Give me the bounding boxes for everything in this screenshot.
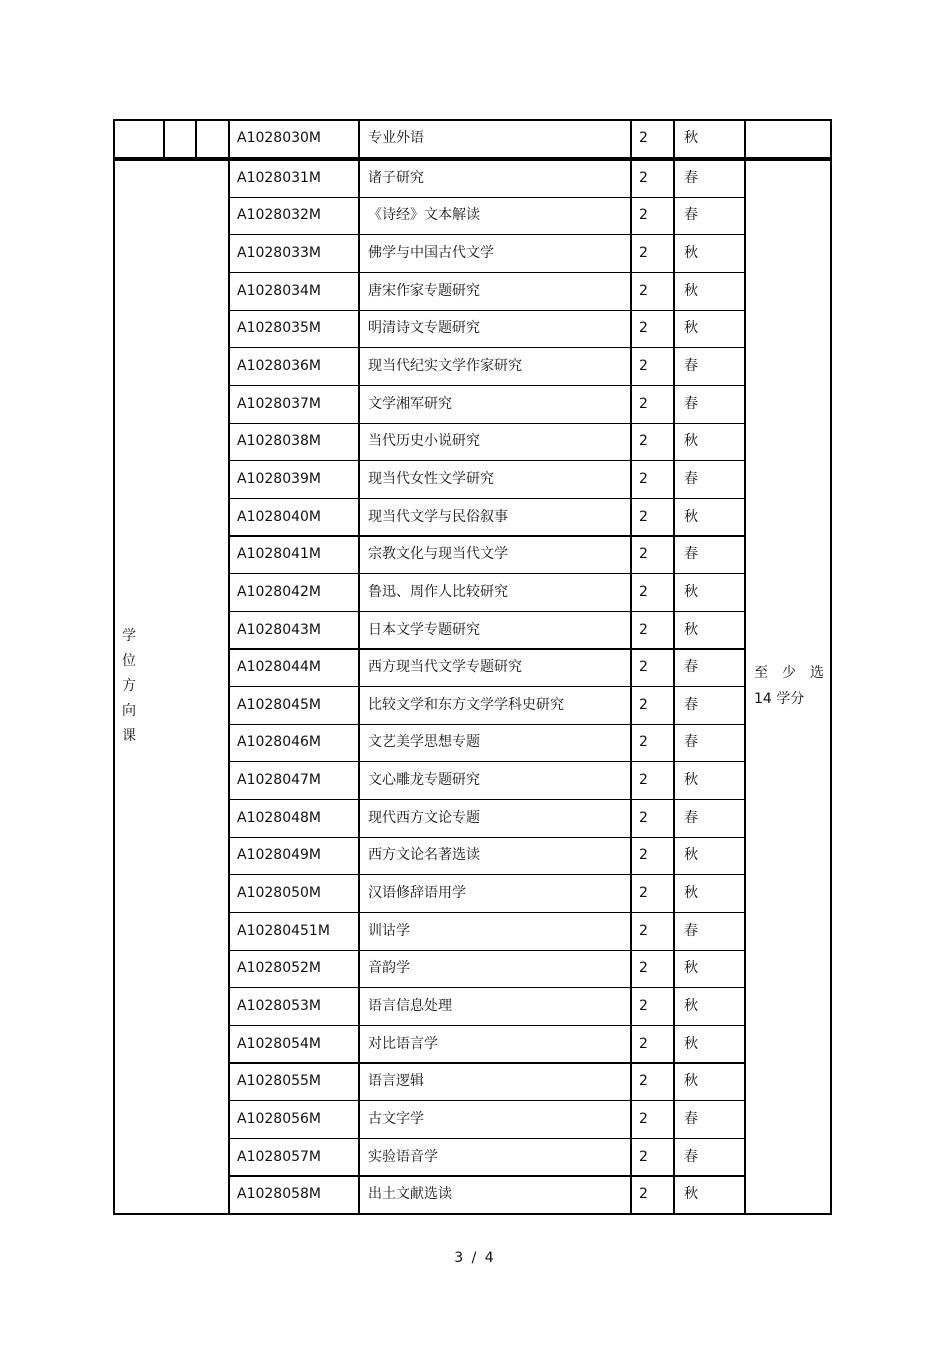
course-semester: 春 <box>684 659 698 676</box>
category-char: 学 <box>122 628 136 644</box>
course-semester: 秋 <box>684 433 698 450</box>
grid-line <box>830 119 832 157</box>
course-code: A10280451M <box>237 922 330 939</box>
requirement-line: 14 学分 <box>754 691 805 707</box>
course-credits: 2 <box>639 358 648 375</box>
course-credits: 2 <box>639 659 648 676</box>
course-credits: 2 <box>639 282 648 299</box>
course-semester: 春 <box>684 546 698 563</box>
course-semester: 春 <box>684 395 698 412</box>
course-code: A1028031M <box>237 169 322 186</box>
course-credits: 2 <box>639 960 648 977</box>
course-semester: 秋 <box>684 621 698 638</box>
course-semester: 春 <box>684 734 698 751</box>
grid-line <box>358 119 360 157</box>
course-credits: 2 <box>639 772 648 789</box>
course-credits: 2 <box>639 546 648 563</box>
course-credits: 2 <box>639 433 648 450</box>
course-credits: 2 <box>639 1110 648 1127</box>
grid-line <box>744 119 746 157</box>
course-semester: 秋 <box>684 1186 698 1203</box>
course-name: 西方现当代文学专题研究 <box>368 659 522 676</box>
category-label <box>122 624 142 749</box>
course-code: A1028049M <box>237 847 322 864</box>
course-name: 音韵学 <box>368 960 410 977</box>
top-row-credits: 2 <box>639 130 648 146</box>
grid-line <box>744 159 746 1213</box>
course-code: A1028042M <box>237 583 322 600</box>
course-semester: 秋 <box>684 997 698 1014</box>
category-char: 方 <box>122 678 136 694</box>
course-semester: 秋 <box>684 847 698 864</box>
left-border <box>113 159 115 1213</box>
course-credits: 2 <box>639 922 648 939</box>
course-code: A1028037M <box>237 395 322 412</box>
course-semester: 秋 <box>684 1073 698 1090</box>
course-credits: 2 <box>639 470 648 487</box>
course-name: 文艺美学思想专题 <box>368 734 480 751</box>
top-row-code: A1028030M <box>237 130 322 146</box>
course-name: 鲁迅、周作人比较研究 <box>368 583 508 600</box>
course-name: 语言逻辑 <box>368 1073 424 1090</box>
course-credits: 2 <box>639 1073 648 1090</box>
course-name: 出土文献选读 <box>368 1186 452 1203</box>
course-name: 现当代文学与民俗叙事 <box>368 508 508 525</box>
course-semester: 秋 <box>684 885 698 902</box>
course-semester: 秋 <box>684 508 698 525</box>
course-name: 现当代女性文学研究 <box>368 470 494 487</box>
course-credits: 2 <box>639 621 648 638</box>
course-semester: 秋 <box>684 583 698 600</box>
course-code: A1028047M <box>237 772 322 789</box>
course-credits: 2 <box>639 1186 648 1203</box>
course-credits: 2 <box>639 847 648 864</box>
course-name: 诸子研究 <box>368 169 424 186</box>
course-code: A1028057M <box>237 1148 322 1165</box>
course-credits: 2 <box>639 583 648 600</box>
course-semester: 春 <box>684 169 698 186</box>
course-code: A1028048M <box>237 809 322 826</box>
course-code: A1028046M <box>237 734 322 751</box>
course-semester: 春 <box>684 470 698 487</box>
bottom-border <box>113 1213 832 1215</box>
course-credits: 2 <box>639 1148 648 1165</box>
course-semester: 秋 <box>684 320 698 337</box>
course-code: A1028044M <box>237 659 322 676</box>
grid-line <box>163 119 165 157</box>
course-name: 西方文论名著选读 <box>368 847 480 864</box>
course-name: 比较文学和东方文学学科史研究 <box>368 696 564 713</box>
course-code: A1028056M <box>237 1110 322 1127</box>
course-credits: 2 <box>639 1035 648 1052</box>
course-credits: 2 <box>639 207 648 224</box>
course-name: 对比语言学 <box>368 1035 438 1052</box>
right-border <box>830 159 832 1213</box>
course-credits: 2 <box>639 245 648 262</box>
course-credits: 2 <box>639 320 648 337</box>
grid-line <box>195 119 197 157</box>
course-name: 唐宋作家专题研究 <box>368 282 480 299</box>
course-credits: 2 <box>639 169 648 186</box>
grid-line <box>673 119 675 157</box>
course-name: 宗教文化与现当代文学 <box>368 546 508 563</box>
course-credits: 2 <box>639 696 648 713</box>
course-code: A1028054M <box>237 1035 322 1052</box>
course-credits: 2 <box>639 395 648 412</box>
course-name: 佛学与中国古代文学 <box>368 245 494 262</box>
course-credits: 2 <box>639 885 648 902</box>
course-credits: 2 <box>639 997 648 1014</box>
course-code: A1028038M <box>237 433 322 450</box>
course-code: A1028032M <box>237 207 322 224</box>
course-credits: 2 <box>639 809 648 826</box>
category-char: 课 <box>122 728 136 744</box>
course-code: A1028033M <box>237 245 322 262</box>
course-name: 明清诗文专题研究 <box>368 320 480 337</box>
course-credits: 2 <box>639 734 648 751</box>
course-credits: 2 <box>639 508 648 525</box>
course-code: A1028055M <box>237 1073 322 1090</box>
course-semester: 秋 <box>684 282 698 299</box>
grid-line <box>113 119 115 157</box>
grid-line <box>228 119 230 157</box>
top-row-name: 专业外语 <box>368 130 424 146</box>
course-code: A1028041M <box>237 546 322 563</box>
credit-requirement <box>754 660 824 712</box>
course-name: 训诂学 <box>368 922 410 939</box>
course-semester: 秋 <box>684 1035 698 1052</box>
course-semester: 春 <box>684 1148 698 1165</box>
course-semester: 秋 <box>684 960 698 977</box>
course-code: A1028035M <box>237 320 322 337</box>
course-name: 《诗经》文本解读 <box>368 207 480 224</box>
course-semester: 春 <box>684 1110 698 1127</box>
course-code: A1028052M <box>237 960 322 977</box>
top-row-semester: 秋 <box>684 130 698 146</box>
course-name: 文学湘军研究 <box>368 395 452 412</box>
category-char: 向 <box>122 703 136 719</box>
course-semester: 秋 <box>684 245 698 262</box>
course-semester: 春 <box>684 922 698 939</box>
requirement-line: 至 少 选 <box>754 665 824 681</box>
course-semester: 春 <box>684 207 698 224</box>
page-number: 3 / 4 <box>454 1250 496 1266</box>
course-code: A1028053M <box>237 997 322 1014</box>
course-code: A1028058M <box>237 1186 322 1203</box>
course-name: 文心雕龙专题研究 <box>368 772 480 789</box>
course-name: 汉语修辞语用学 <box>368 885 466 902</box>
grid-line <box>630 119 632 157</box>
course-name: 现代西方文论专题 <box>368 809 480 826</box>
course-code: A1028036M <box>237 358 322 375</box>
course-semester: 秋 <box>684 772 698 789</box>
course-code: A1028050M <box>237 885 322 902</box>
course-semester: 春 <box>684 696 698 713</box>
course-name: 日本文学专题研究 <box>368 621 480 638</box>
course-code: A1028039M <box>237 470 322 487</box>
course-code: A1028040M <box>237 508 322 525</box>
course-name: 现当代纪实文学作家研究 <box>368 358 522 375</box>
course-name: 当代历史小说研究 <box>368 433 480 450</box>
course-semester: 春 <box>684 809 698 826</box>
course-semester: 春 <box>684 358 698 375</box>
course-name: 实验语音学 <box>368 1148 438 1165</box>
course-code: A1028043M <box>237 621 322 638</box>
course-name: 古文字学 <box>368 1110 424 1127</box>
course-name: 语言信息处理 <box>368 997 452 1014</box>
course-code: A1028034M <box>237 282 322 299</box>
course-code: A1028045M <box>237 696 322 713</box>
category-char: 位 <box>122 653 136 669</box>
